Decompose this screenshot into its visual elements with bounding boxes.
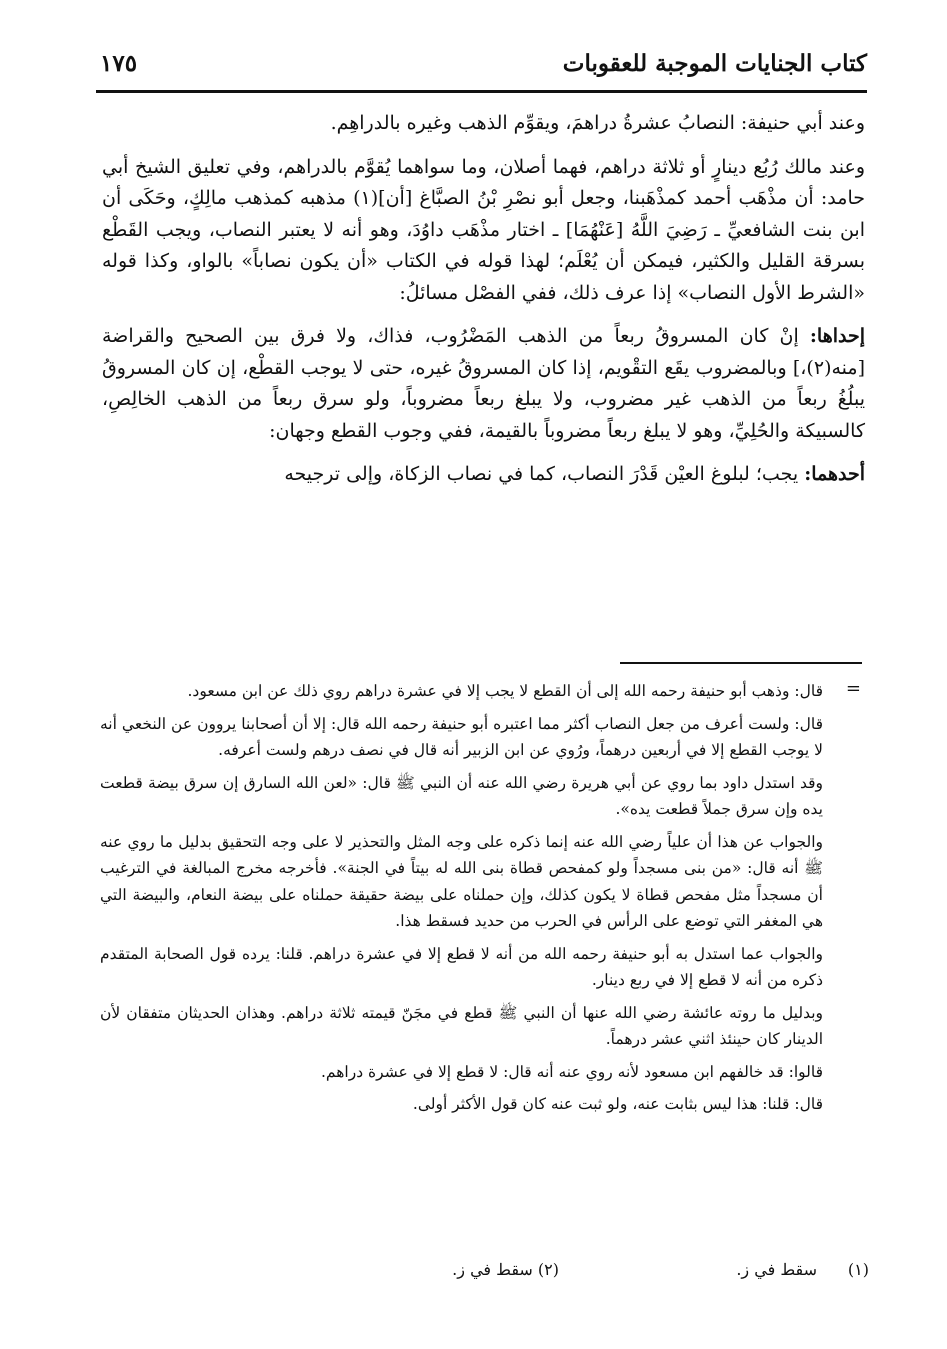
first-issue-body: الصحيح والقراضة [منه(٢)،] وبالمضروب يقَع التقْويم، إذا كان المسروقُ غيره، حتى لا يوجب القطْع، إن كان المسروقُ يبلُغُ ربعاً من الذهب غير مضروب، ولا يبلغ ربعاً مضروباً، ولو سرق ربعاً من الذهب الخالِصِ، كالسبيكة والحُلِيِّ، وهو لا يبلغ ربعاً مضروباً بالقيمة، ففي وجوب القطع وجهان: bbox=[102, 325, 865, 442]
note-item: قال: ولست أعرف من جعل النصاب أكثر مما اعتبره أبو حنيفة رحمه الله قال: إلا أن أصحابنا يروون عن النخعي أنه لا يوجب القطع إلا في أربعين درهماً، ورُوي عن ابن الزبير أنه قال في نصف درهم ولست أعرفه. bbox=[100, 714, 823, 759]
footnotes bbox=[100, 1260, 869, 1290]
main-text bbox=[102, 108, 865, 503]
note-item: والجواب عن هذا أن علياً رضي الله عنه إنما ذكره على وجه المثل والتحذير لا على وجه التحقيق بدليل ما روي عنه ﷺ أنه قال: «من بنى مسجداً ولو كمفحص قطاة بنى الله له بيتاً في الجنة». فأخرجه مخرج المبالغة في الترغيب أن مسجداً مثل مفحص قطاة لا يكون كذلك، وإن حملناه على بيضة حقيقة حملناه على بيضة النعام، والبيضة التي هي المغفر التي توضع على الرأس في الحرب من حديد فسقط هذا. bbox=[100, 832, 823, 930]
page-header bbox=[100, 44, 867, 84]
page-number: ١٧٥ bbox=[100, 50, 138, 77]
paragraph-first-issue bbox=[102, 321, 865, 447]
footnote-separator bbox=[620, 662, 862, 664]
first-issue-lead: إحداها: bbox=[809, 325, 865, 347]
first-issue-opening: إنْ كان المسروقُ ربعاً من الذهب المَضْرُوب، فذاك، ولا فرق بين bbox=[254, 325, 799, 347]
header-rule bbox=[96, 90, 867, 93]
paragraph-abu-hanifa: وعند أبي حنيفة: النصابُ عشرةُ دراهمَ، ويقوِّم الذهب وغيره بالدراهِم. bbox=[330, 112, 865, 134]
note-item: وقد استدل داود بما روي عن أبي هريرة رضي الله عنه أن النبي ﷺ قال: «لعن الله السارق إن سرق بيضة قطعت يده وإن سرق جملاً قطعت يده». bbox=[100, 773, 823, 818]
running-title: كتاب الجنايات الموجبة للعقوبات bbox=[562, 50, 867, 77]
footnote-2: (٢) سقط في ز. bbox=[452, 1260, 559, 1279]
paragraph-malik: وعند مالك رُبُع دينارٍ أو ثلاثة دراهم، فهما أصلان، وما سواهما يُقوَّم بالدراهم، وفي تعليق الشيخ أبي حامد: أن مذْهَب أحمد كمذْهَبنا، وجعل أبو نصْرِ بْنُ الصبَّاغ [أن](١) مذهبه كمذهب مالِكٍ، وحَكَى أن ابن بنت الشافعيِّ ـ رَضِيَ اللَّهُ [عَنْهُمَا] ـ اختار مذْهَب داوُدَ، وهو أنه لا يعتبر النصاب، ويجب القَطْع بسرقة القليل والكثير، فيمكن أن يُعْلَم؛ لهذا قوله في الكتاب «أن يكون نصاباً» بالواو، وكذا قوله «الشرط الأول النصاب» إذا عرف ذلك، ففي الفصْل مسائلُ: bbox=[102, 155, 865, 304]
commentary-notes bbox=[100, 678, 823, 1124]
note-item: قالوا: قد خالفهم ابن مسعود لأنه روي عنه أنه قال: لا قطع إلا في عشرة دراهم. bbox=[320, 1062, 823, 1081]
note-item: والجواب عما استدل به أبو حنيفة رحمه الله من أنه لا قطع إلا في عشرة دراهم. قلنا: يرده قول الصحابة المتقدم ذكره من أنه لا قطع إلا في ربع دينار. bbox=[100, 944, 823, 989]
paragraph-first-view bbox=[102, 459, 865, 491]
footnote-1-text: سقط في ز. bbox=[736, 1260, 817, 1279]
first-view-lead: أحدهما: bbox=[804, 463, 865, 485]
footnote-1-number: (١) bbox=[847, 1260, 869, 1279]
note-item: قال: قلنا: هذا ليس بثابت عنه، ولو ثبت عنه كان قول الأكثر أولى. bbox=[412, 1095, 823, 1113]
note-item: وبدليل ما روته عائشة رضي الله عنها أن النبي ﷺ قطع في مجَنّ قيمته ثلاثة دراهم. وهذان الحديثان متفقان لأن الدينار كان حينئذ اثني عشر درهماً. bbox=[100, 1003, 823, 1048]
note-item: قال: وذهب أبو حنيفة رحمه الله إلى أن القطع لا يجب إلا في عشرة دراهم روي ذلك عن ابن مسعود. bbox=[187, 682, 823, 700]
continuation-mark: = bbox=[845, 678, 861, 699]
first-view-body: يجب؛ لبلوغ العيْن قَدْرَ النصاب، كما في نصاب الزكاة، وإلى ترجيحه bbox=[284, 463, 799, 485]
